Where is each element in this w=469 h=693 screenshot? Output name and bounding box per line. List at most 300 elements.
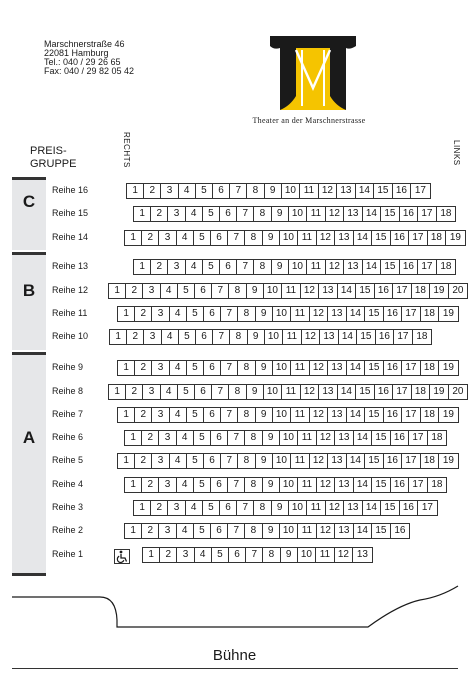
seat[interactable]: 9: [272, 260, 289, 274]
seat[interactable]: 8: [245, 478, 262, 492]
seat[interactable]: 11: [291, 307, 310, 321]
seat[interactable]: 1: [125, 231, 142, 245]
seat[interactable]: 1: [134, 207, 151, 221]
seat[interactable]: 9: [281, 548, 298, 562]
seat[interactable]: 2: [127, 330, 144, 344]
seat[interactable]: 6: [220, 207, 237, 221]
seat[interactable]: 13: [320, 330, 339, 344]
seat[interactable]: 10: [265, 330, 284, 344]
seat[interactable]: 1: [118, 307, 135, 321]
seat[interactable]: 17: [409, 431, 428, 445]
seat[interactable]: 1: [125, 524, 142, 538]
seat[interactable]: 5: [203, 207, 220, 221]
seat[interactable]: 6: [195, 284, 212, 298]
seat[interactable]: 14: [363, 207, 382, 221]
seat[interactable]: 15: [356, 385, 375, 399]
seat[interactable]: 12: [326, 501, 345, 515]
seat[interactable]: 10: [280, 431, 299, 445]
seat[interactable]: 13: [344, 501, 363, 515]
seat[interactable]: 8: [245, 231, 262, 245]
seat[interactable]: 1: [125, 431, 142, 445]
seat[interactable]: 11: [307, 501, 326, 515]
seat[interactable]: 19: [442, 409, 454, 420]
seat[interactable]: 16: [400, 501, 419, 515]
seat[interactable]: 16: [391, 431, 410, 445]
seat[interactable]: 8: [254, 207, 271, 221]
seat[interactable]: 6: [211, 431, 228, 445]
seat[interactable]: 12: [301, 385, 320, 399]
seat[interactable]: 18: [440, 208, 452, 219]
seat[interactable]: 13: [328, 361, 347, 375]
seat[interactable]: 15: [374, 184, 393, 198]
seat[interactable]: 8: [229, 284, 246, 298]
seat[interactable]: 6: [211, 524, 228, 538]
seat[interactable]: 2: [135, 361, 152, 375]
seat[interactable]: 13: [344, 260, 363, 274]
seat[interactable]: 18: [421, 361, 440, 375]
seat[interactable]: 3: [177, 548, 194, 562]
seat[interactable]: 8: [230, 330, 247, 344]
seat[interactable]: 13: [335, 524, 354, 538]
seat[interactable]: 12: [326, 260, 345, 274]
seat[interactable]: 8: [254, 260, 271, 274]
seat[interactable]: 10: [280, 524, 299, 538]
seat[interactable]: 16: [391, 231, 410, 245]
seat[interactable]: 5: [187, 361, 204, 375]
seat[interactable]: 7: [212, 284, 229, 298]
seat[interactable]: 9: [265, 184, 282, 198]
seat[interactable]: 4: [186, 501, 203, 515]
seat[interactable]: 7: [230, 184, 247, 198]
seat[interactable]: 7: [221, 454, 238, 468]
seat[interactable]: 15: [372, 231, 391, 245]
seat[interactable]: 8: [245, 431, 262, 445]
seat[interactable]: 14: [338, 284, 357, 298]
seat[interactable]: 7: [221, 307, 238, 321]
seat[interactable]: 16: [384, 307, 403, 321]
seat[interactable]: 17: [421, 502, 433, 513]
seat[interactable]: 1: [125, 478, 142, 492]
seat[interactable]: 5: [203, 501, 220, 515]
seat[interactable]: 8: [238, 307, 255, 321]
seat[interactable]: 13: [319, 284, 338, 298]
seat[interactable]: 11: [298, 524, 317, 538]
seat[interactable]: 10: [289, 501, 308, 515]
seat[interactable]: 4: [170, 408, 187, 422]
seat[interactable]: 2: [142, 231, 159, 245]
seat[interactable]: 13: [337, 184, 356, 198]
seat[interactable]: 15: [365, 454, 384, 468]
seat[interactable]: 11: [291, 454, 310, 468]
seat[interactable]: 14: [347, 361, 366, 375]
seat[interactable]: 18: [421, 408, 440, 422]
seat[interactable]: 10: [289, 207, 308, 221]
seat[interactable]: 5: [179, 330, 196, 344]
seat[interactable]: 11: [300, 184, 319, 198]
seat[interactable]: 8: [263, 548, 280, 562]
seat[interactable]: 3: [168, 260, 185, 274]
seat[interactable]: 11: [291, 408, 310, 422]
seat[interactable]: 13: [335, 478, 354, 492]
seat[interactable]: 18: [440, 261, 452, 272]
seat[interactable]: 3: [152, 307, 169, 321]
seat[interactable]: 16: [400, 260, 419, 274]
seat[interactable]: 12: [310, 307, 329, 321]
seat[interactable]: 11: [283, 330, 302, 344]
seat[interactable]: 17: [402, 307, 421, 321]
seat[interactable]: 18: [421, 307, 440, 321]
seat[interactable]: 3: [144, 330, 161, 344]
seat[interactable]: 5: [203, 260, 220, 274]
seat[interactable]: 2: [160, 548, 177, 562]
seat[interactable]: 7: [221, 408, 238, 422]
seat[interactable]: 11: [282, 284, 301, 298]
seat[interactable]: 10: [273, 454, 292, 468]
seat[interactable]: 2: [142, 431, 159, 445]
seat[interactable]: 13: [344, 207, 363, 221]
seat[interactable]: 4: [179, 184, 196, 198]
row-label: Reihe 4: [52, 479, 84, 489]
seat-row: [117, 360, 459, 376]
seat[interactable]: 6: [195, 385, 212, 399]
seat[interactable]: 1: [134, 501, 151, 515]
seat[interactable]: 9: [263, 431, 280, 445]
seat-row: [142, 547, 373, 563]
seat[interactable]: 20: [452, 386, 464, 397]
seat[interactable]: 17: [418, 207, 437, 221]
seat[interactable]: 10: [273, 408, 292, 422]
seat[interactable]: 15: [356, 284, 375, 298]
seat[interactable]: 4: [177, 478, 194, 492]
seat[interactable]: 16: [400, 207, 419, 221]
seat[interactable]: 10: [280, 231, 299, 245]
seat[interactable]: 9: [248, 330, 265, 344]
seat[interactable]: 11: [298, 478, 317, 492]
seat[interactable]: 15: [381, 207, 400, 221]
seat[interactable]: 18: [412, 284, 431, 298]
seat[interactable]: 12: [319, 184, 338, 198]
seat[interactable]: 2: [126, 284, 143, 298]
seat[interactable]: 14: [339, 330, 358, 344]
seat[interactable]: 1: [109, 385, 126, 399]
seat[interactable]: 14: [356, 184, 375, 198]
seat[interactable]: 16: [394, 525, 406, 536]
seat[interactable]: 12: [317, 431, 336, 445]
seat[interactable]: 17: [393, 284, 412, 298]
seat[interactable]: 11: [282, 385, 301, 399]
seat[interactable]: 4: [177, 231, 194, 245]
seat[interactable]: 19: [442, 308, 454, 319]
seat[interactable]: 10: [298, 548, 317, 562]
seat[interactable]: 13: [335, 431, 354, 445]
seat[interactable]: 4: [186, 260, 203, 274]
seat[interactable]: 11: [307, 207, 326, 221]
seat[interactable]: 17: [418, 260, 437, 274]
seat[interactable]: 3: [152, 454, 169, 468]
seat[interactable]: 12: [317, 478, 336, 492]
seat[interactable]: 10: [280, 478, 299, 492]
seat[interactable]: 11: [291, 361, 310, 375]
seat[interactable]: 3: [168, 501, 185, 515]
seat[interactable]: 12: [317, 524, 336, 538]
seat[interactable]: 15: [365, 307, 384, 321]
seat[interactable]: 14: [363, 501, 382, 515]
seat[interactable]: 7: [221, 361, 238, 375]
seat[interactable]: 7: [228, 478, 245, 492]
seat[interactable]: 11: [298, 431, 317, 445]
seat[interactable]: 14: [354, 524, 373, 538]
seat[interactable]: 19: [430, 385, 449, 399]
seat[interactable]: 6: [204, 361, 221, 375]
seat[interactable]: 5: [212, 548, 229, 562]
seat[interactable]: 2: [142, 478, 159, 492]
seat[interactable]: 8: [245, 524, 262, 538]
seat[interactable]: 9: [263, 231, 280, 245]
seat[interactable]: 2: [135, 454, 152, 468]
seat[interactable]: 15: [357, 330, 376, 344]
seat[interactable]: 14: [354, 231, 373, 245]
seat[interactable]: 18: [412, 385, 431, 399]
seat[interactable]: 4: [177, 431, 194, 445]
seat[interactable]: 13: [328, 454, 347, 468]
seat[interactable]: 12: [310, 361, 329, 375]
seat[interactable]: 5: [194, 431, 211, 445]
seat[interactable]: 10: [289, 260, 308, 274]
seat[interactable]: 18: [431, 479, 443, 490]
price-group-letter-c: C: [22, 192, 36, 211]
seat[interactable]: 4: [161, 385, 178, 399]
address-city: 22081 Hamburg: [44, 48, 109, 58]
seat[interactable]: 7: [237, 260, 254, 274]
seat[interactable]: 5: [187, 454, 204, 468]
seat[interactable]: 4: [162, 330, 179, 344]
seat[interactable]: 18: [431, 432, 443, 443]
seat[interactable]: 1: [118, 361, 135, 375]
seat[interactable]: 9: [256, 454, 273, 468]
seat[interactable]: 16: [384, 408, 403, 422]
seat[interactable]: 19: [430, 284, 449, 298]
seat[interactable]: 16: [375, 284, 394, 298]
seat[interactable]: 14: [347, 307, 366, 321]
seat[interactable]: 6: [220, 501, 237, 515]
seat[interactable]: 6: [229, 548, 246, 562]
seat[interactable]: 8: [247, 184, 264, 198]
seat[interactable]: 11: [316, 548, 335, 562]
seat[interactable]: 3: [159, 431, 176, 445]
seat[interactable]: 5: [194, 231, 211, 245]
seat[interactable]: 16: [391, 478, 410, 492]
seat[interactable]: 17: [414, 185, 426, 196]
seat[interactable]: 16: [384, 454, 403, 468]
seat[interactable]: 5: [178, 284, 195, 298]
seat[interactable]: 15: [381, 260, 400, 274]
seat[interactable]: 7: [228, 524, 245, 538]
seat[interactable]: 6: [204, 307, 221, 321]
seat[interactable]: 3: [168, 207, 185, 221]
seat[interactable]: 18: [428, 231, 447, 245]
seat[interactable]: 5: [187, 307, 204, 321]
seat[interactable]: 10: [273, 307, 292, 321]
price-group-bar-a: [12, 352, 46, 576]
seat[interactable]: 17: [402, 408, 421, 422]
seat[interactable]: 6: [196, 330, 213, 344]
seat[interactable]: 11: [307, 260, 326, 274]
seat[interactable]: 14: [338, 385, 357, 399]
seat[interactable]: 10: [264, 385, 283, 399]
seat[interactable]: 12: [326, 207, 345, 221]
seat[interactable]: 5: [194, 524, 211, 538]
seat[interactable]: 15: [372, 478, 391, 492]
seat[interactable]: 15: [381, 501, 400, 515]
wheelchair-seat[interactable]: [114, 549, 130, 564]
seat[interactable]: 13: [328, 408, 347, 422]
seat[interactable]: 4: [177, 524, 194, 538]
seat[interactable]: 7: [228, 431, 245, 445]
seat[interactable]: 10: [264, 284, 283, 298]
seat[interactable]: 3: [152, 408, 169, 422]
seat[interactable]: 17: [409, 231, 428, 245]
seat[interactable]: 20: [452, 285, 464, 296]
seat[interactable]: 4: [161, 284, 178, 298]
seat[interactable]: 6: [211, 478, 228, 492]
seat[interactable]: 1: [118, 408, 135, 422]
seat[interactable]: 2: [151, 501, 168, 515]
seat[interactable]: 4: [195, 548, 212, 562]
seat[interactable]: 2: [151, 260, 168, 274]
seat[interactable]: 9: [272, 501, 289, 515]
seat[interactable]: 16: [384, 361, 403, 375]
seat[interactable]: 13: [335, 231, 354, 245]
seat[interactable]: 7: [246, 548, 263, 562]
seat[interactable]: 16: [393, 184, 412, 198]
seat[interactable]: 2: [126, 385, 143, 399]
seat[interactable]: 6: [204, 454, 221, 468]
seat[interactable]: 3: [159, 524, 176, 538]
seat[interactable]: 6: [213, 184, 230, 198]
seat[interactable]: 15: [365, 361, 384, 375]
seat[interactable]: 9: [247, 284, 264, 298]
seat[interactable]: 18: [421, 454, 440, 468]
seat[interactable]: 1: [118, 454, 135, 468]
seat[interactable]: 2: [142, 524, 159, 538]
seat[interactable]: 1: [109, 284, 126, 298]
seat[interactable]: 11: [298, 231, 317, 245]
seat[interactable]: 5: [196, 184, 213, 198]
seat[interactable]: 17: [394, 330, 413, 344]
seat[interactable]: 9: [256, 408, 273, 422]
seat[interactable]: 1: [143, 548, 160, 562]
seat[interactable]: 7: [213, 330, 230, 344]
seat[interactable]: 17: [402, 361, 421, 375]
seat[interactable]: 5: [194, 478, 211, 492]
seat[interactable]: 2: [135, 307, 152, 321]
seat[interactable]: 9: [263, 524, 280, 538]
seat[interactable]: 9: [256, 361, 273, 375]
seat[interactable]: 4: [170, 454, 187, 468]
seat[interactable]: 8: [254, 501, 271, 515]
seat[interactable]: 16: [376, 330, 395, 344]
seat-row: [133, 259, 456, 275]
seat[interactable]: 7: [228, 231, 245, 245]
seat[interactable]: 15: [365, 408, 384, 422]
seat[interactable]: 13: [328, 307, 347, 321]
seat[interactable]: 2: [151, 207, 168, 221]
seat[interactable]: 1: [134, 260, 151, 274]
seat[interactable]: 3: [143, 385, 160, 399]
seat[interactable]: 16: [375, 385, 394, 399]
seat[interactable]: 17: [393, 385, 412, 399]
seat[interactable]: 12: [317, 231, 336, 245]
seat[interactable]: 8: [238, 454, 255, 468]
seat[interactable]: 9: [256, 307, 273, 321]
seat[interactable]: 18: [416, 331, 428, 342]
seat[interactable]: 3: [159, 478, 176, 492]
seat[interactable]: 14: [354, 431, 373, 445]
seat[interactable]: 4: [170, 361, 187, 375]
seat-row: [108, 384, 468, 400]
seat[interactable]: 3: [159, 231, 176, 245]
seat[interactable]: 13: [319, 385, 338, 399]
seat[interactable]: 14: [347, 408, 366, 422]
seat[interactable]: 6: [220, 260, 237, 274]
seat[interactable]: 7: [237, 207, 254, 221]
seat[interactable]: 19: [449, 232, 461, 243]
seat[interactable]: 6: [204, 408, 221, 422]
seat[interactable]: 8: [238, 361, 255, 375]
seat[interactable]: 4: [186, 207, 203, 221]
seat[interactable]: 10: [282, 184, 301, 198]
seat[interactable]: 3: [152, 361, 169, 375]
seat[interactable]: 12: [335, 548, 354, 562]
seat[interactable]: 7: [237, 501, 254, 515]
seat[interactable]: 8: [238, 408, 255, 422]
seat[interactable]: 13: [356, 549, 368, 560]
row-label: Reihe 8: [52, 386, 84, 396]
seat[interactable]: 19: [442, 362, 454, 373]
seat[interactable]: 5: [178, 385, 195, 399]
seat[interactable]: 12: [302, 330, 321, 344]
seat[interactable]: 17: [402, 454, 421, 468]
seat[interactable]: 7: [212, 385, 229, 399]
seat[interactable]: 3: [161, 184, 178, 198]
seat[interactable]: 1: [127, 184, 144, 198]
seat[interactable]: 14: [347, 454, 366, 468]
seat[interactable]: 17: [409, 478, 428, 492]
seat[interactable]: 9: [272, 207, 289, 221]
seat[interactable]: 9: [247, 385, 264, 399]
seat[interactable]: 6: [211, 231, 228, 245]
seat[interactable]: 5: [187, 408, 204, 422]
seat-row: [133, 500, 438, 516]
seat[interactable]: 10: [273, 361, 292, 375]
seat[interactable]: 14: [363, 260, 382, 274]
seat[interactable]: 4: [170, 307, 187, 321]
seat[interactable]: 12: [310, 454, 329, 468]
seat[interactable]: 2: [135, 408, 152, 422]
price-group-bar-c: [12, 177, 46, 250]
seat[interactable]: 3: [143, 284, 160, 298]
seat[interactable]: 15: [372, 524, 391, 538]
seat[interactable]: 14: [354, 478, 373, 492]
seat[interactable]: 15: [372, 431, 391, 445]
seat[interactable]: 8: [229, 385, 246, 399]
seat[interactable]: 2: [144, 184, 161, 198]
seat[interactable]: 19: [442, 455, 454, 466]
seat[interactable]: 12: [310, 408, 329, 422]
seat[interactable]: 12: [301, 284, 320, 298]
seat[interactable]: 9: [263, 478, 280, 492]
seat[interactable]: 1: [110, 330, 127, 344]
